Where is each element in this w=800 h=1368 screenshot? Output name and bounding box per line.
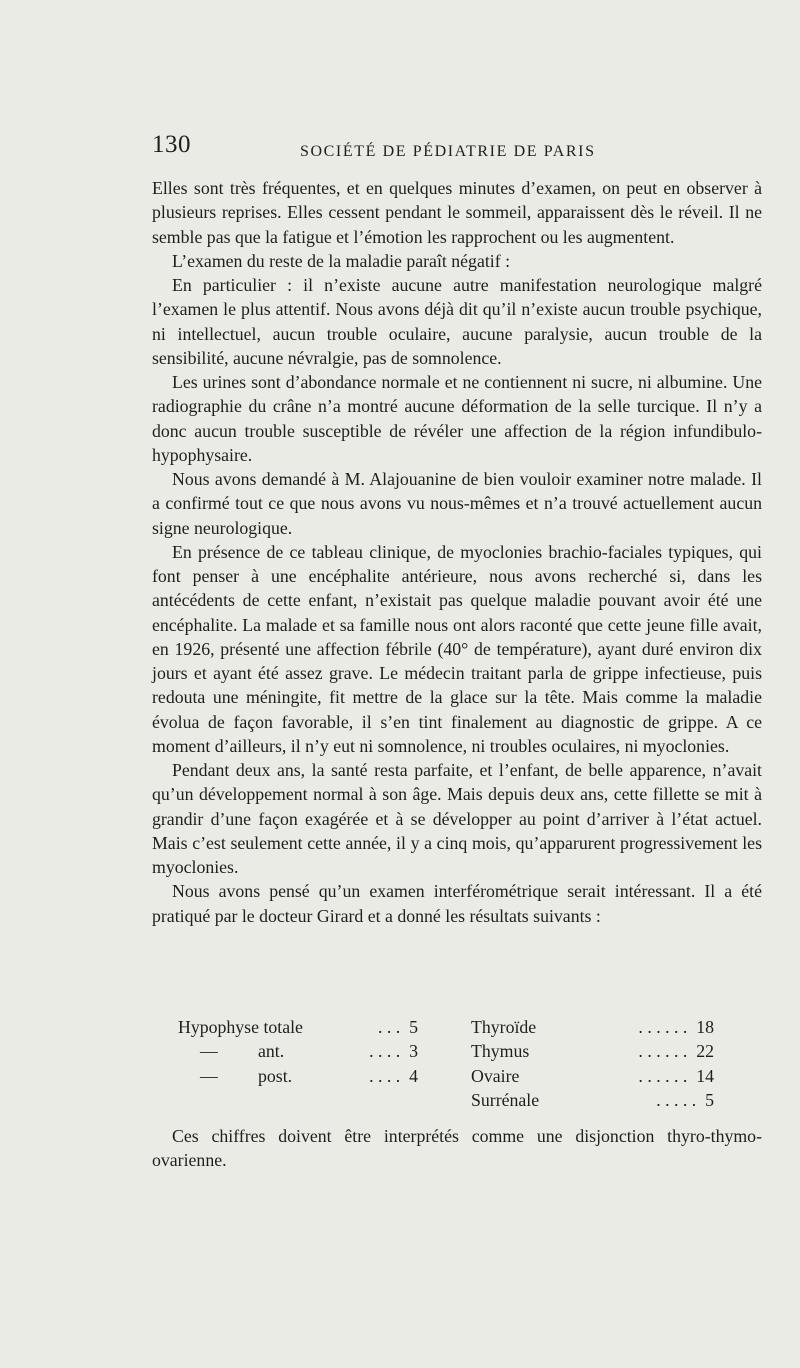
row-value — [369, 1064, 418, 1088]
paragraph: Nous avons demandé à M. Alajouanine de bien vouloir examiner notre malade. Il a confirmé tout ce que nous avons vu nous-mêmes et n’a trouvé actuellement aucun signe neurologique. — [152, 469, 762, 538]
row-value — [656, 1088, 714, 1112]
table-row — [471, 1039, 714, 1063]
running-title: SOCIÉTÉ DE PÉDIATRIE DE PARIS — [300, 143, 596, 160]
row-dots: . . . . . . — [638, 1017, 688, 1037]
row-number: 5 — [705, 1089, 714, 1110]
row-dots: . . . . . — [656, 1089, 697, 1110]
paragraph: Pendant deux ans, la santé resta parfaite, et l’enfant, de belle apparence, n’avait qu’un développement normal à son âge. Mais depuis deux ans, cette fillette se mit à grandir d’une façon exagérée et à se développer au point d’arriver à l’état actuel. Mais c’est seulement cette année, il y a cinq mois, qu’apparurent progressivement les myoclonies. — [152, 760, 762, 877]
row-label: Ovaire — [471, 1065, 520, 1086]
row-label: Surrénale — [471, 1089, 540, 1110]
table-row — [471, 1088, 714, 1112]
row-number: 5 — [409, 1017, 418, 1037]
row-dots: . . . . . . — [638, 1065, 688, 1086]
row-dash: — — [200, 1041, 218, 1062]
table-row — [471, 1015, 714, 1039]
closing-text — [152, 1124, 762, 1173]
page-header — [152, 131, 762, 167]
row-value — [378, 1015, 418, 1039]
row-number: 22 — [696, 1041, 714, 1062]
paragraph: Les urines sont d’abondance normale et ne contiennent ni sucre, ni albumine. Une radiographie du crâne n’a montré aucune déformation de la selle turcique. Il n’y a donc aucun trouble susceptible de révéler une affection de la région infundibulo-hypophysaire. — [152, 372, 762, 465]
row-dots: . . . . . . — [638, 1041, 688, 1062]
results-column-left — [178, 1015, 418, 1088]
row-value — [638, 1064, 714, 1088]
row-dots: . . . . — [369, 1041, 401, 1062]
row-sublabel: ant. — [258, 1041, 285, 1062]
row-number: 3 — [409, 1041, 418, 1062]
row-label: Thyroïde — [471, 1017, 537, 1037]
row-number: 18 — [696, 1017, 714, 1037]
paragraph: En présence de ce tableau clinique, de myoclonies brachio-faciales typiques, qui font penser à une encéphalite antérieure, nous avons recherché si, dans les antécédents de cette enfant, n’existait pas quelque maladie pouvant avoir été une encéphalite. La malade et sa famille nous ont alors raconté que cette jeune fille avait, en 1926, présenté une affection fébrile (40° de température), ayant duré environ dix jours et ayant été assez grave. Le médecin traitant parla de grippe infectieuse, puis redouta une méningite, fit mettre de la glace sur la tête. Mais comme la maladie évolua de façon favorable, il s’en tint finalement au diagnostic de grippe. A ce moment d’ailleurs, il n’y eut ni somnolence, ni troubles oculaires, ni myoclonies. — [152, 541, 762, 756]
paragraph: L’examen du reste de la maladie paraît négatif : — [172, 250, 511, 271]
paragraph: Ces chiffres doivent être interprétés comme une disjonction thyro-thymo-ovarienne. — [152, 1126, 762, 1171]
table-row — [471, 1064, 714, 1088]
row-value — [638, 1015, 714, 1039]
row-number: 14 — [696, 1065, 714, 1086]
row-number: 4 — [409, 1065, 418, 1086]
row-label: Hypophyse totale — [178, 1017, 303, 1037]
table-row — [178, 1064, 418, 1088]
row-dash: — — [200, 1065, 218, 1086]
paragraph: Elles sont très fréquentes, et en quelques minutes d’examen, on peut en observer à plusieurs reprises. Elles cessent pendant le sommeil, apparaissent dès le réveil. Il ne semble pas que la fatigue et l’émotion les rapprochent ou les augmentent. — [152, 178, 762, 247]
paragraph: Nous avons pensé qu’un examen interférométrique serait intéressant. Il a été pratiqué par le docteur Girard et a donné les résultats suivants : — [152, 881, 762, 926]
row-dots: . . . . — [369, 1065, 401, 1086]
row-value — [638, 1039, 714, 1063]
results-column-right — [471, 1015, 714, 1112]
row-label: Thymus — [471, 1041, 530, 1062]
table-row — [178, 1015, 418, 1039]
row-value — [369, 1039, 418, 1063]
body-text — [152, 176, 762, 928]
paragraph: En particulier : il n’existe aucune autre manifestation neurologique malgré l’examen le plus attentif. Nous avons déjà dit qu’il n’existe aucun trouble psychique, ni intellectuel, aucun trouble oculaire, aucune paralysie, aucun trouble de la sensibilité, aucune névralgie, pas de somnolence. — [152, 275, 762, 368]
row-sublabel: post. — [258, 1065, 293, 1086]
row-dots: . . . — [377, 1017, 401, 1037]
page-number: 130 — [152, 131, 191, 158]
table-row — [178, 1039, 418, 1063]
